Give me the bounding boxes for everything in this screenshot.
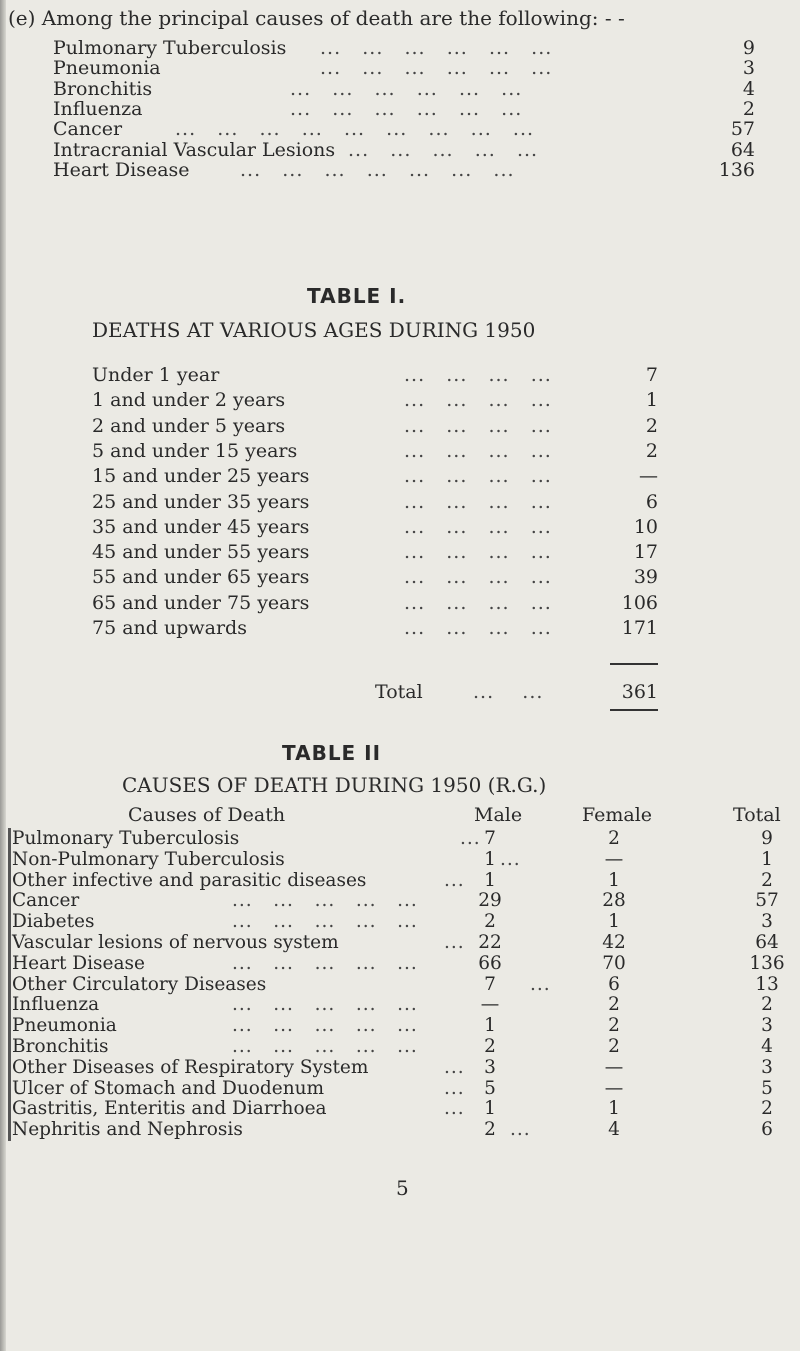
table2-row-total: 4 [761,1036,773,1057]
intro-item-label: Influenza [53,97,143,120]
leader-dots: ... ... ... ... ... [232,952,418,974]
table2-row-cause: Non-Pulmonary Tuberculosis [12,848,285,870]
table2-row-cause: Heart Disease [12,952,145,974]
table1-row [92,617,658,639]
table2-row-total: 2 [761,869,773,891]
table2-row-total: 3 [761,911,773,933]
page-number: 5 [396,1176,409,1200]
table2-row [12,870,800,892]
table2-header-female: Female [582,804,653,826]
table2-row-total: 136 [749,952,785,974]
table2-row [12,953,800,975]
leader-dots: ... [510,1119,531,1141]
table1-row-value: 2 [645,414,658,437]
intro-item [53,139,755,161]
leader-dots: ... ... ... ... [404,566,552,589]
table2-row-cause: Diabetes [12,911,95,933]
row-margin-bar [8,828,11,850]
table1-row-label: 25 and under 35 years [92,490,310,513]
table2-row-female: 1 [608,1098,620,1120]
table1-row-label: 65 and under 75 years [92,591,310,614]
row-margin-bar [8,1015,11,1037]
leader-dots: ... ... ... ... ... ... ... [240,158,515,181]
row-margin-bar [8,974,11,996]
row-margin-bar [8,1036,11,1058]
leader-dots: ... ... ... ... ... [232,890,418,912]
leader-dots: ... ... ... ... ... ... [320,37,553,59]
table2-row-total: 13 [755,973,779,995]
table2-row-cause: Ulcer of Stomach and Duodenum [12,1077,325,1099]
table1-row-label: 55 and under 65 years [92,566,310,589]
leader-dots: ... ... ... ... [404,617,552,639]
table2-row-male: 2 [484,1119,496,1141]
leader-dots: ... ... ... ... [404,364,552,386]
table1-row [92,592,658,614]
table2-row-total: 57 [755,890,779,912]
leader-dots: ... [500,848,521,870]
row-margin-bar [8,932,11,954]
table1-total-rule [610,709,658,711]
table2-row-male: 22 [478,932,502,953]
leader-dots: ... [444,932,465,953]
table2-subtitle: CAUSES OF DEATH DURING 1950 (R.G.) [122,773,547,797]
table2-row-female: 42 [602,932,626,953]
leader-dots: ... ... ... ... [404,414,552,437]
table1-row-label: 45 and under 55 years [92,541,310,564]
table1-subtitle: DEATHS AT VARIOUS AGES DURING 1950 [92,318,536,342]
row-margin-bar [8,890,11,912]
table2-row-male: 1 [484,869,496,891]
table2-row-male: 2 [484,1036,496,1057]
leader-dots: ... ... ... ... ... [232,994,418,1016]
leader-dots: ... ... [473,681,544,703]
intro-item-label: Heart Disease [53,158,190,181]
table2-row-female: 6 [608,973,620,995]
table2-row [12,1015,800,1037]
row-margin-bar [8,994,11,1016]
table1-row-label: 2 and under 5 years [92,414,286,437]
table1-row-label: 5 and under 15 years [92,439,298,462]
table2-row [12,828,800,850]
intro-heading: (e) Among the principal causes of death are the following: - - [8,6,625,30]
row-margin-bar [8,1057,11,1079]
table2-row-male: 1 [484,848,496,870]
intro-item-label: Pneumonia [53,57,161,80]
table1-row-value: 6 [645,490,658,513]
leader-dots: ... ... ... ... [404,465,552,488]
table2-row-male: — [480,994,500,1016]
intro-item [53,78,755,100]
intro-item-value: 9 [742,37,755,59]
table2-row-male: 1 [484,1098,496,1120]
leader-dots: ... ... ... ... [404,541,552,564]
intro-item-value: 4 [742,77,755,100]
leader-dots: ... ... ... ... ... [232,911,418,933]
table1-row-value: 7 [645,364,658,386]
table2-row-female: — [604,1056,624,1078]
table2-row-female: 28 [602,890,626,912]
table1-row-label: 15 and under 25 years [92,465,310,488]
page-edge [0,0,6,1351]
table2-row-female: 70 [602,952,626,974]
table2-row [12,1119,800,1141]
row-margin-bar [8,1119,11,1141]
intro-item-value: 2 [742,97,755,120]
leader-dots: ... [460,828,481,849]
table1-row-value: 1 [645,389,658,412]
table1-total-label: Total [375,681,423,703]
table2-row-cause: Cancer [12,890,80,912]
intro-item-label: Cancer [53,118,123,141]
table2-row-male: 1 [484,1015,496,1037]
table2-row-total: 1 [761,848,773,870]
table2-row-female: 2 [608,994,620,1016]
table2-row-male: 7 [484,973,496,995]
table2-row [12,849,800,871]
table1-row [92,389,658,411]
table2-row-total: 2 [761,1098,773,1120]
leader-dots: ... ... ... ... ... [232,1015,418,1037]
leader-dots: ... [530,973,551,995]
table2-row-female: 1 [608,911,620,933]
table1-row-value: 106 [621,591,658,614]
table2-row-total: 3 [761,1015,773,1037]
table2-row-male: 2 [484,911,496,933]
table2-row-cause: Vascular lesions of nervous system [12,932,339,953]
table1-total-row [375,681,658,703]
table2-row [12,1036,800,1058]
intro-item-value: 3 [742,57,755,80]
table1-row [92,541,658,563]
table2-row-cause: Gastritis, Enteritis and Diarrhoea [12,1098,327,1120]
table1-row-value: 39 [633,566,658,589]
table1-sum-rule [610,663,658,665]
table1-row-label: 1 and under 2 years [92,389,286,412]
table2-row-female: 2 [608,1036,620,1057]
table1-row [92,364,658,386]
leader-dots: ... [444,1077,465,1099]
table2-row [12,1057,800,1079]
row-margin-bar [8,1078,11,1100]
table1-row [92,516,658,538]
table1-row-label: 35 and under 45 years [92,515,310,538]
table1-row-value: 2 [645,439,658,462]
leader-dots: ... ... ... ... [404,490,552,513]
table2-row [12,974,800,996]
leader-dots: ... ... ... ... ... ... [320,57,553,80]
leader-dots: ... ... ... ... ... ... [290,77,523,100]
intro-item-value: 57 [730,118,755,141]
table1-row [92,491,658,513]
table2-row-female: — [604,848,624,870]
leader-dots: ... ... ... ... [404,591,552,614]
table2-row-female: — [604,1077,624,1099]
table1-row-value: 10 [633,515,658,538]
table2-row-cause: Bronchitis [12,1036,109,1057]
table2-row-cause: Influenza [12,994,100,1016]
table2-row-cause: Pneumonia [12,1015,117,1037]
table2-row [12,911,800,933]
table2-row [12,890,800,912]
row-margin-bar [8,911,11,933]
leader-dots: ... ... ... ... [404,515,552,538]
row-margin-bar [8,849,11,871]
table2-row-female: 1 [608,869,620,891]
table2-row-male: 29 [478,890,502,912]
table2-row-cause: Other Circulatory Diseases [12,973,267,995]
table2-row-cause: Nephritis and Nephrosis [12,1119,243,1141]
leader-dots: ... ... ... ... [404,439,552,462]
leader-dots: ... ... ... ... [404,389,552,412]
intro-item [53,159,755,181]
table2-row-cause: Other infective and parasitic diseases [12,869,367,891]
intro-item-label: Pulmonary Tuberculosis [53,37,287,59]
intro-item [53,57,755,79]
table2-row-total: 3 [761,1056,773,1078]
table2-row-male: 7 [484,828,496,849]
table2-row [12,1078,800,1100]
table2-row-total: 5 [761,1077,773,1099]
intro-item-value: 64 [730,138,755,161]
table2-title: TABLE II [282,741,382,765]
table2-row [12,994,800,1016]
intro-item [53,98,755,120]
table1-total-value: 361 [621,681,658,703]
table1-row [92,566,658,588]
table2-row-male: 66 [478,952,502,974]
table2-row [12,1098,800,1120]
leader-dots: ... ... ... ... ... ... [290,97,523,120]
intro-item [53,37,755,59]
table2-header-total: Total [733,804,781,826]
table1-row [92,415,658,437]
intro-item [53,118,755,140]
table2-header-cause: Causes of Death [128,804,286,826]
leader-dots: ... [444,869,465,891]
intro-item-value: 136 [718,158,755,181]
leader-dots: ... ... ... ... ... [348,138,539,161]
leader-dots: ... [444,1098,465,1120]
table2-row-total: 2 [761,994,773,1016]
table2-row [12,932,800,954]
leader-dots: ... ... ... ... ... [232,1036,418,1057]
table1-row-label: 75 and upwards [92,617,247,639]
table2-row-cause: Pulmonary Tuberculosis [12,828,240,849]
leader-dots: ... [444,1056,465,1078]
table2-header-male: Male [474,804,523,826]
table1-row [92,465,658,487]
table1-row-label: Under 1 year [92,364,220,386]
row-margin-bar [8,870,11,892]
table1-row-value: — [639,465,658,488]
table1-title: TABLE I. [307,284,407,308]
table2-row-male: 5 [484,1077,496,1099]
row-margin-bar [8,953,11,975]
table2-row-total: 6 [761,1119,773,1141]
table2-row-female: 4 [608,1119,620,1141]
intro-item-label: Bronchitis [53,77,153,100]
row-margin-bar [8,1098,11,1120]
intro-item-label: Intracranial Vascular Lesions [53,138,336,161]
leader-dots: ... ... ... ... ... ... ... ... ... [175,118,535,141]
table1-row-value: 171 [621,617,658,639]
table2-row-female: 2 [608,1015,620,1037]
table2-row-male: 3 [484,1056,496,1078]
table2-row-cause: Other Diseases of Respiratory System [12,1056,369,1078]
table2-row-total: 9 [761,828,773,849]
table1-row-value: 17 [633,541,658,564]
table2-row-total: 64 [755,932,779,953]
table2-row-female: 2 [608,828,620,849]
table1-row [92,440,658,462]
